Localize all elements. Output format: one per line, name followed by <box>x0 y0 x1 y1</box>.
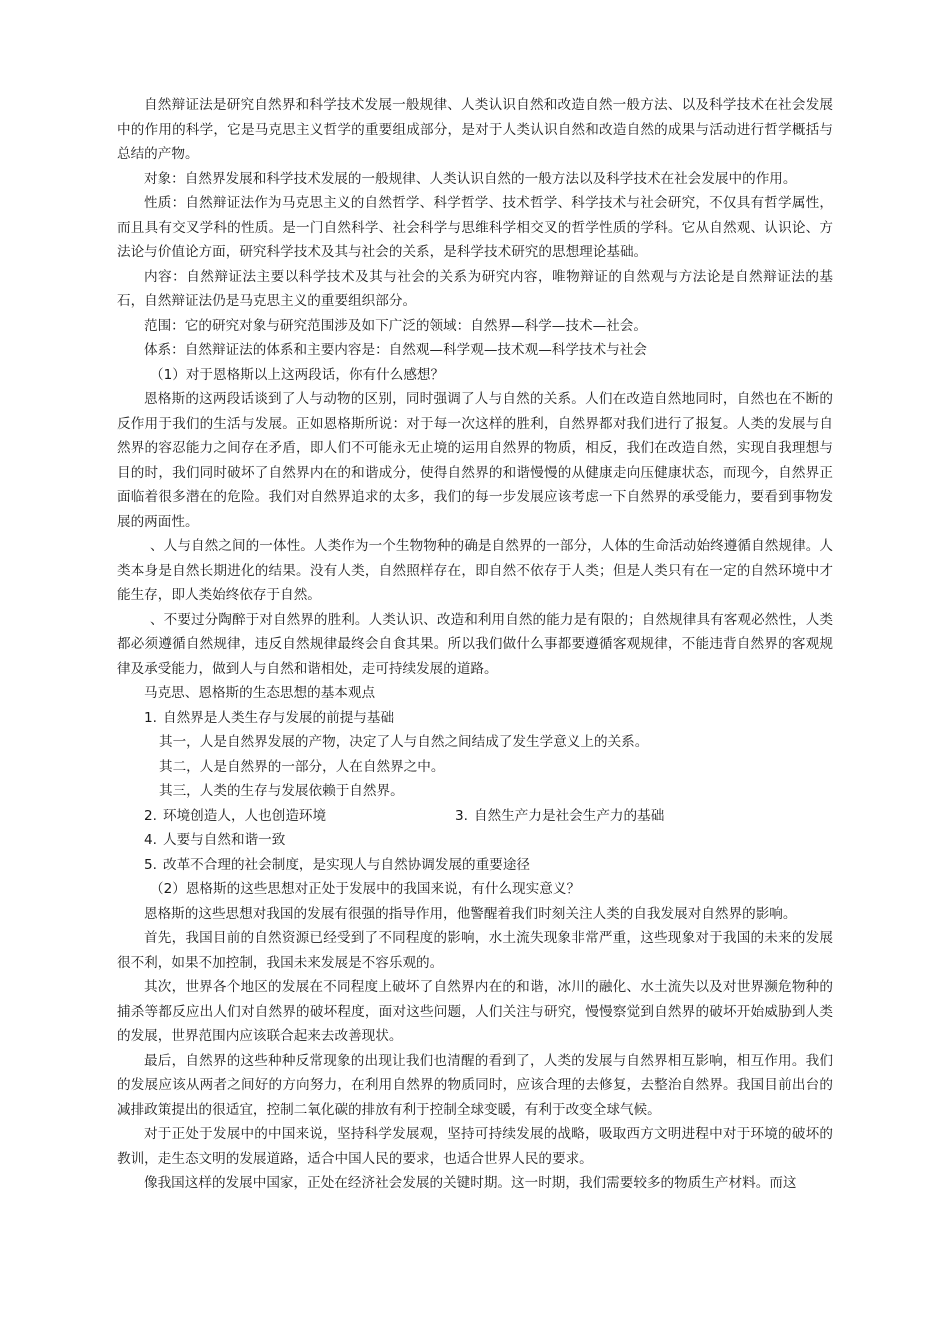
paragraph-object: 对象：自然界发展和科学技术发展的一般规律、人类认识自然的一般方法以及科学技术在社会发展中的作用。 <box>144 170 797 187</box>
list-text: 人要与自然和谐一致 <box>162 832 286 848</box>
list-item-3 <box>455 804 664 829</box>
list-item-1 <box>117 706 833 731</box>
paragraph-nature: 性质：自然辩证法作为马克思主义的自然哲学、科学哲学、技术哲学、科学技术与社会研究，不仅具有哲学属性，而且具有交叉学科的性质。是一门自然科学、社会科学与思维科学相交叉的哲学性质的学科。它从自然观、认识论、方法论与价值论方面，研究科学技术及其与社会的关系，是科学技术研究的思想理论基础。 <box>117 195 833 260</box>
list-item-4 <box>117 828 833 853</box>
paragraph-scope: 范围：它的研究对象与研究范围涉及如下广泛的领域：自然界—科学—技术—社会。 <box>144 317 647 334</box>
paragraph-first: 首先，我国目前的自然资源已经受到了不同程度的影响，水土流失现象非常严重，这些现象对于我国的未来的发展很不利，如果不加控制，我国未来发展是不容乐观的。 <box>117 930 833 971</box>
paragraph-system: 体系：自然辩证法的体系和主要内容是：自然观—科学观—技术观—科学技术与社会 <box>144 342 647 358</box>
list-item-2 <box>144 804 455 829</box>
paragraph-engels: 恩格斯的这两段话谈到了人与动物的区别，同时强调了人与自然的关系。人们在改造自然地同时，自然也在不断的反作用于我们的生活与发展。正如恩格斯所说：对于每一次这样的胜利，自然界都对我们进行了报复。人类的发展与自然界的容忍能力之间存在矛盾，即人们不可能永无止境的运用自然界的物质，相反，我们在改造自然，实现自我理想与目的时，我们同时破坏了自然界内在的和谐成分，使得自然界的和谐慢慢的从健康走向压健康状态，而现今，自然界正面临着很多潜在的危险。我们对自然界追求的太多，我们的每一步发展应该考虑一下自然界的承受能力，要看到事物发展的两面性。 <box>117 391 833 530</box>
document-body <box>117 93 833 1196</box>
list-row-2-3 <box>117 804 833 829</box>
paragraph-guidance: 恩格斯的这些思想对我国的发展有很强的指导作用，他警醒着我们时刻关注人类的自我发展对自然界的影响。 <box>144 905 797 922</box>
paragraph-developing: 像我国这样的发展中国家，正处在经济社会发展的关键时期。这一时期，我们需要较多的物质生产材料。而这 <box>144 1175 797 1191</box>
paragraph-second: 其次，世界各个地区的发展在不同程度上破坏了自然界内在的和谐，冰川的融化、水土流失以及对世界濒危物种的捕杀等都反应出人们对自然界的破坏程度，面对这些问题，人们关注与研究，慢慢察觉到自然界的破坏开始威胁到人类的发展，世界范围内应该联合起来去改善现状。 <box>117 979 833 1044</box>
paragraph-china: 对于正处于发展中的中国来说，坚持科学发展观，坚持可持续发展的战略，吸取西方文明进程中对于环境的破坏的教训，走生态文明的发展道路，适合中国人民的要求，也适合世界人民的要求。 <box>117 1126 833 1167</box>
list-text: 自然界是人类生存与发展的前提与基础 <box>162 709 395 726</box>
list-text: 自然生产力是社会生产力的基础 <box>473 807 665 824</box>
paragraph-victory: 、不要过分陶醉于对自然界的胜利。人类认识、改造和利用自然的能力是有限的；自然规律具有客观必然性，人类都必须遵循自然规律，违反自然规律最终会自食其果。所以我们做什么事都要遵循客观规律，不能违背自然界的客观规律及承受能力，做到人与自然和谐相处，走可持续发展的道路。 <box>117 611 833 677</box>
list-number: 1. <box>144 709 157 726</box>
paragraph-content: 内容：自然辩证法主要以科学技术及其与社会的关系为研究内容，唯物辩证的自然观与方法论是自然辩证法的基石，自然辩证法仍是马克思主义的重要组织部分。 <box>117 268 833 309</box>
paragraph-intro: 自然辩证法是研究自然界和科学技术发展一般规律、人类认识自然和改造自然一般方法、以及科学技术在社会发展中的作用的科学，它是马克思主义哲学的重要组成部分，是对于人类认识自然和改造自然的成果与活动进行哲学概括与总结的产物。 <box>117 97 833 162</box>
list-item-5 <box>117 853 833 878</box>
list-number: 3. <box>455 807 468 824</box>
sub-item-2: 其二，人是自然界的一部分，人在自然界之中。 <box>159 758 445 775</box>
paragraph-last: 最后，自然界的这些种种反常现象的出现让我们也清醒的看到了，人类的发展与自然界相互影响，相互作用。我们的发展应该从两者之间好的方向努力，在利用自然界的物质同时，应该合理的去修复，去整治自然界。我国目前出台的减排政策提出的很适宜，控制二氧化碳的排放有利于控制全球变暖，有利于改变全球气候。 <box>117 1052 833 1118</box>
paragraph-unity: 、人与自然之间的一体性。人类作为一个生物物种的确是自然界的一部分，人体的生命活动始终遵循自然规律。人类本身是自然长期进化的结果。没有人类，自然照样存在，即自然不依存于人类；但是人类只有在一定的自然环境中才能生存，即人类始终依存于自然。 <box>117 538 833 603</box>
list-number: 4. <box>144 832 157 848</box>
list-text: 环境创造人，人也创造环境 <box>162 807 327 824</box>
list-number: 2. <box>144 807 157 824</box>
question-two: （2）恩格斯的这些思想对正处于发展中的我国来说，有什么现实意义？ <box>150 881 581 897</box>
question-one: （1）对于恩格斯以上这两段话，你有什么感想？ <box>150 366 445 383</box>
sub-item-1: 其一，人是自然界发展的产物，决定了人与自然之间结成了发生学意义上的关系。 <box>159 734 649 750</box>
list-number: 5. <box>144 856 157 873</box>
list-text: 改革不合理的社会制度，是实现人与自然协调发展的重要途径 <box>162 856 531 873</box>
sub-item-3: 其三，人类的生存与发展依赖于自然界。 <box>159 783 404 799</box>
heading-basic-views: 马克思、恩格斯的生态思想的基本观点 <box>144 685 376 701</box>
